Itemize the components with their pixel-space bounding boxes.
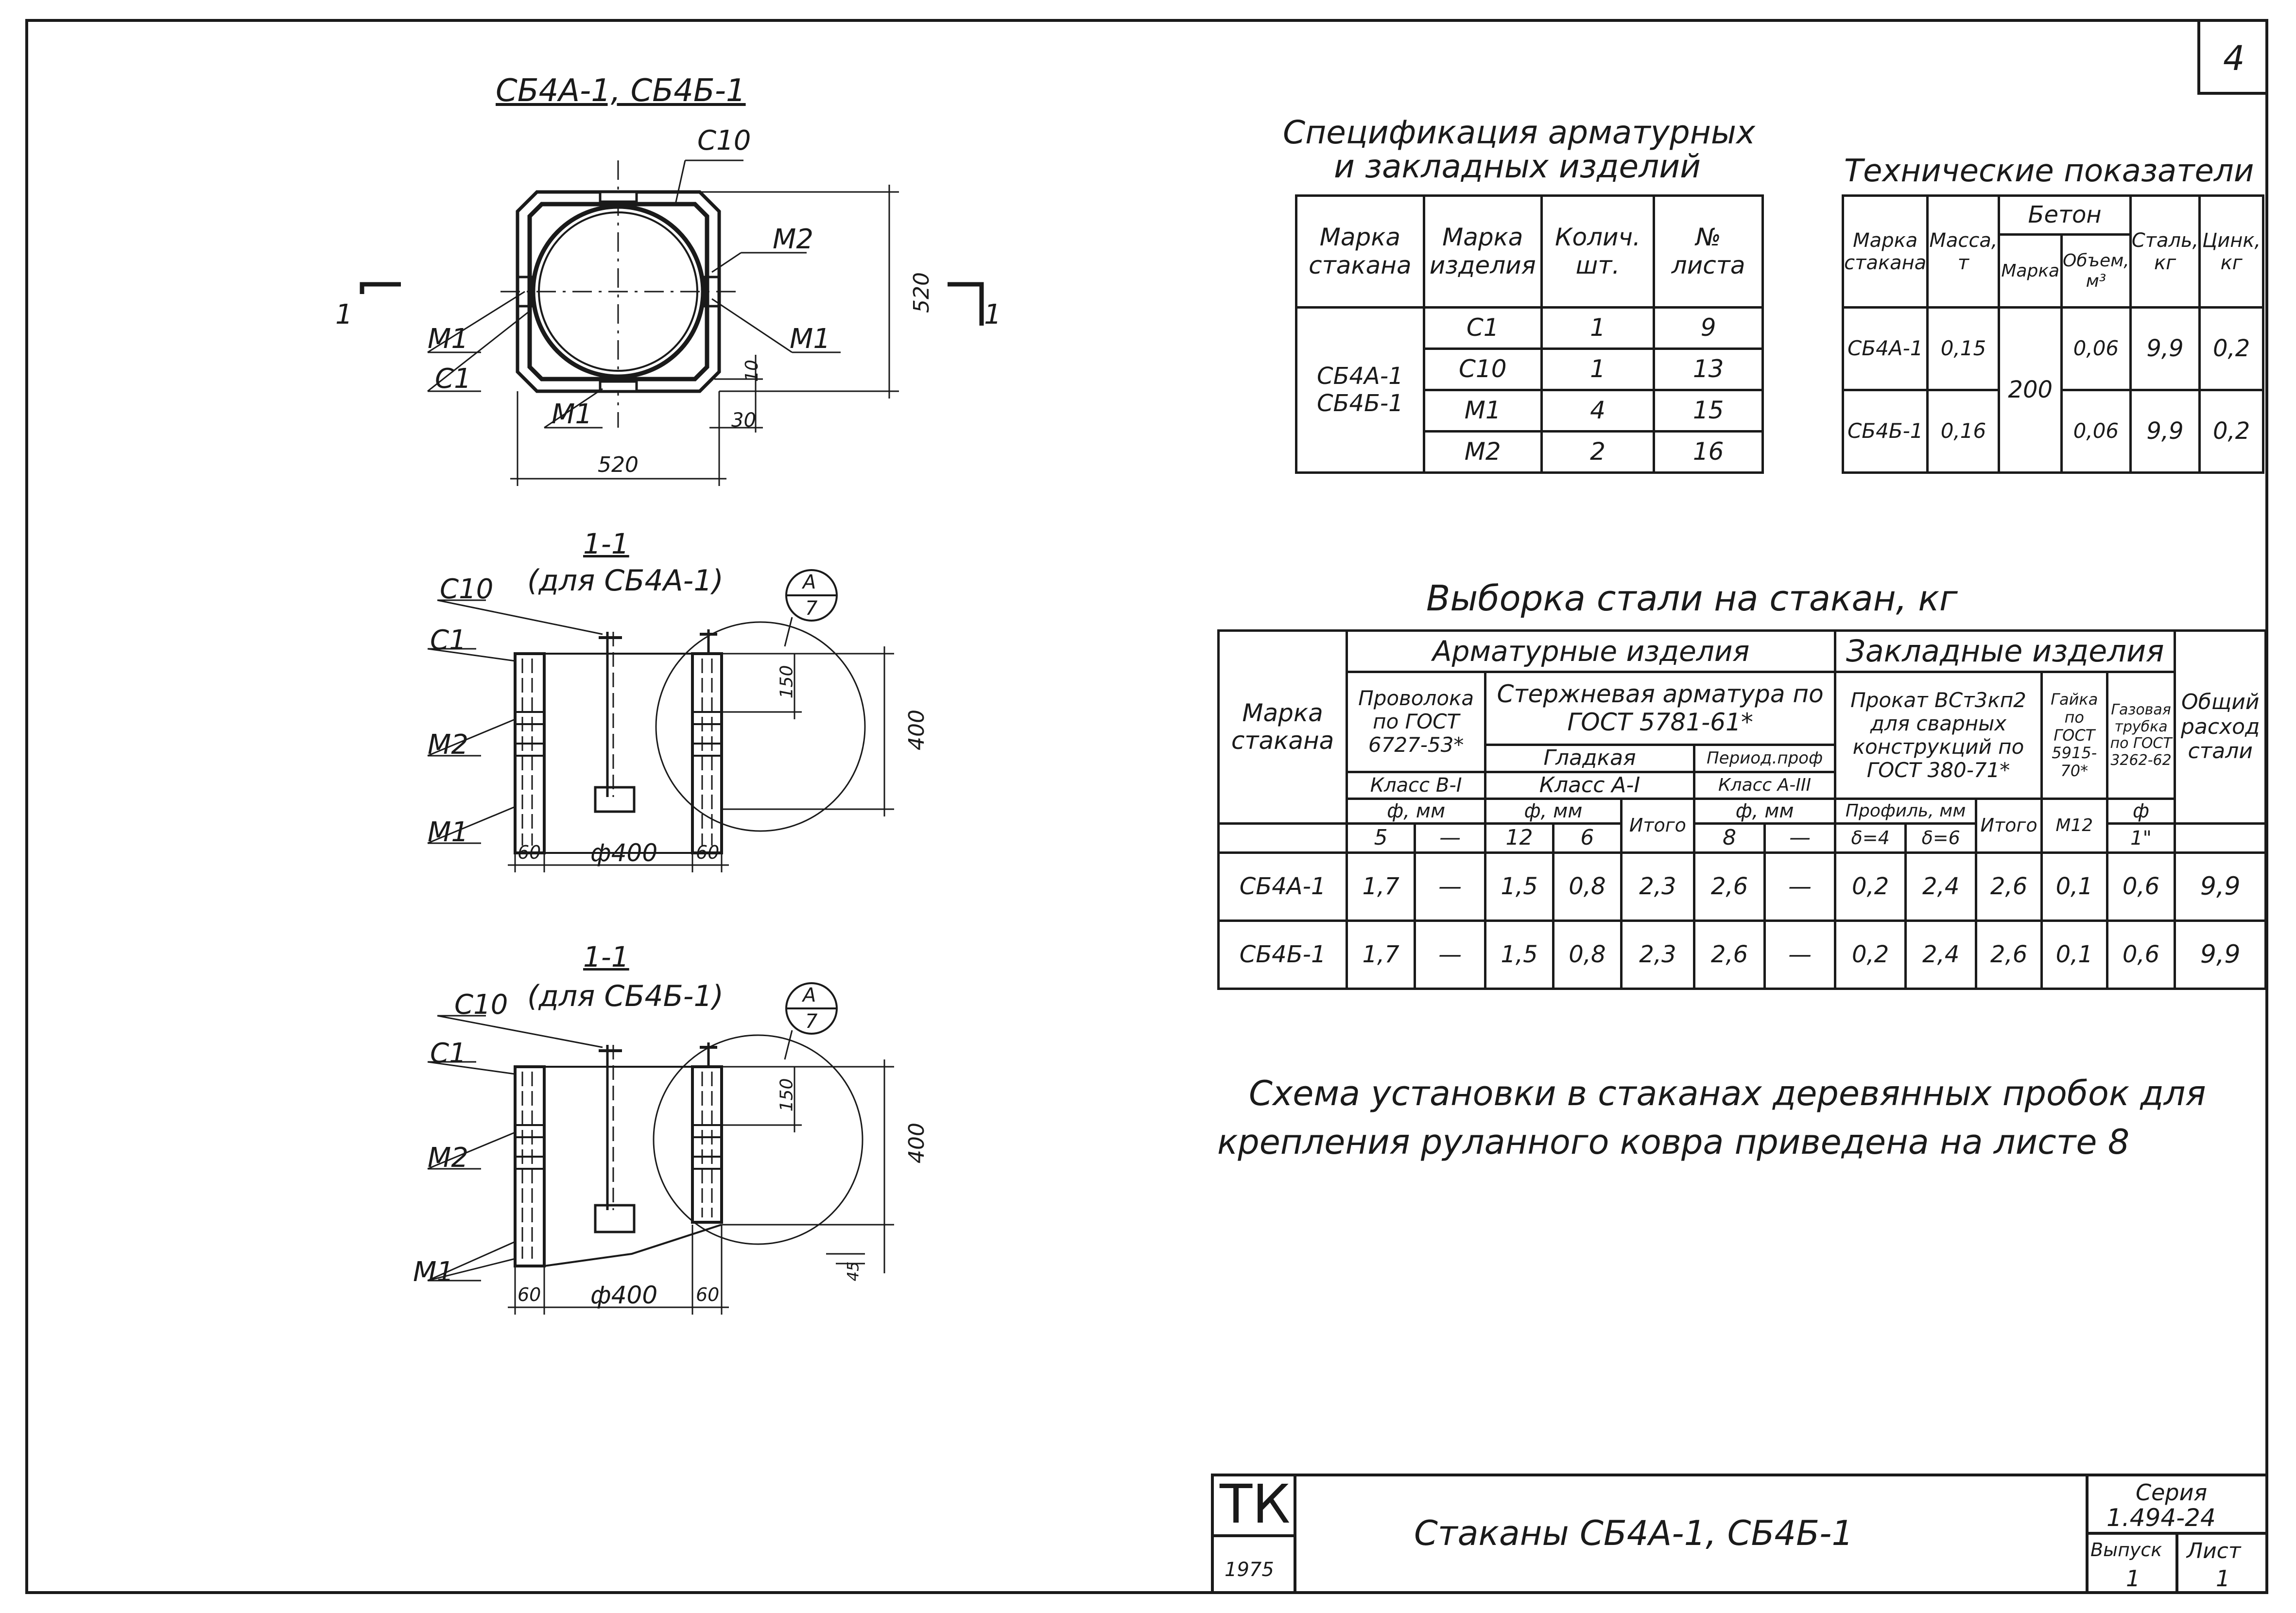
spec-cell: 13: [1654, 349, 1763, 390]
steel-sub: δ=6: [1906, 824, 1976, 853]
steel-cell: 2,6: [1694, 921, 1765, 989]
title-block-sheet-value: 1: [2216, 1565, 2230, 1592]
steel-sub: —: [1765, 824, 1835, 853]
section-a-dim-60-left: 60: [518, 842, 541, 863]
tech-header-mark: Марка стакана: [1843, 196, 1928, 308]
steel-cell: 0,1: [2041, 853, 2107, 921]
steel-cell: 0,8: [1553, 853, 1621, 921]
section-b-dim-400: 400: [904, 1123, 929, 1163]
section-b-label-m2: М2: [428, 1142, 468, 1174]
steel-sub-nut: М12: [2041, 799, 2107, 853]
steel-cell: —: [1765, 921, 1835, 989]
steel-cell: 2,6: [1976, 921, 2042, 989]
section-a-label-m2: М2: [428, 729, 468, 761]
spec-cell: 1: [1541, 308, 1654, 349]
section-b-callout-top: А: [803, 984, 816, 1006]
steel-cell: 0,6: [2107, 921, 2175, 989]
title-block-issue-value: 1: [2126, 1565, 2141, 1592]
tech-cell: СБ4Б-1: [1843, 390, 1928, 473]
plan-label-m1-right: М1: [790, 323, 830, 355]
spec-header-sheet: № листа: [1654, 196, 1763, 308]
section-a-dim-400: 400: [904, 710, 929, 750]
steel-table-title: Выборка стали на стакан, кг: [1426, 578, 1958, 619]
title-block-series-value: 1.494-24: [2106, 1504, 2216, 1532]
note-line1: Схема установки в стаканах деревянных пробок для: [1249, 1074, 2206, 1113]
steel-header-smooth-class: Класс А-I: [1485, 772, 1694, 799]
spec-cell: 9: [1654, 308, 1763, 349]
section-a-label-m1: М1: [428, 816, 468, 848]
tech-cell: 9,9: [2130, 390, 2200, 473]
steel-cell: 0,1: [2041, 921, 2107, 989]
steel-header-periodic-dia: ф, мм: [1694, 799, 1835, 824]
steel-cell: 1,5: [1485, 921, 1554, 989]
spec-cell: 4: [1541, 390, 1654, 432]
steel-header-pipe: Газовая трубка по ГОСТ 3262-62: [2107, 672, 2175, 799]
plan-dim-width: 520: [598, 452, 639, 477]
steel-cell: СБ4А-1: [1219, 853, 1347, 921]
steel-header-smooth-total: Итого: [1621, 799, 1694, 853]
steel-header-smooth-dia: ф, мм: [1485, 799, 1622, 824]
steel-cell: 0,8: [1553, 921, 1621, 989]
steel-header-wire-class: Класс В-I: [1347, 772, 1485, 799]
plan-title: СБ4А-1, СБ4Б-1: [496, 73, 746, 109]
steel-cell: 0,2: [1835, 921, 1906, 989]
tech-header-mass: Масса, т: [1928, 196, 1999, 308]
spec-table-title-line1: Спецификация арматурных: [1283, 114, 1756, 151]
title-block-sheet-label: Лист: [2187, 1539, 2241, 1563]
title-block-year: 1975: [1225, 1559, 1274, 1581]
spec-header-qty: Колич. шт.: [1541, 196, 1654, 308]
steel-header-rolled: Прокат ВСт3кп2 для сварных конструкций по ГОСТ 380-71*: [1835, 672, 2042, 799]
spec-header-item: Марка изделия: [1424, 196, 1541, 308]
title-block-series-label: Серия: [2136, 1479, 2208, 1506]
steel-header-wire-dia: ф, мм: [1347, 799, 1485, 824]
steel-header-rolled-total: Итого: [1976, 799, 2042, 853]
steel-cell: 2,6: [1976, 853, 2042, 921]
spec-table-title-line2: и закладных изделий: [1334, 148, 1701, 185]
steel-cell: —: [1765, 853, 1835, 921]
steel-sub: 6: [1553, 824, 1621, 853]
spec-cell: М1: [1424, 390, 1541, 432]
steel-header-rod: Стержневая арматура по ГОСТ 5781-61*: [1485, 672, 1835, 745]
title-block-issue-label: Выпуск: [2090, 1539, 2162, 1561]
tech-cell: 0,2: [2200, 308, 2263, 390]
section-b-dim-45: 45: [844, 1261, 863, 1282]
tech-header-concrete-mark: Марка: [1999, 235, 2062, 308]
steel-cell: СБ4Б-1: [1219, 921, 1347, 989]
steel-cell: 0,2: [1835, 853, 1906, 921]
spec-cell: С10: [1424, 349, 1541, 390]
section-a-dim-dia: ф400: [590, 839, 658, 867]
plan-label-m1-left: М1: [428, 323, 468, 355]
section-b-subtitle: (для СБ4Б-1): [527, 979, 724, 1013]
tech-cell: 0,2: [2200, 390, 2263, 473]
steel-cell: 2,3: [1621, 853, 1694, 921]
section-b-dim-dia: ф400: [590, 1281, 658, 1309]
steel-cell: 2,3: [1621, 921, 1694, 989]
section-a-dim-150: 150: [777, 665, 797, 699]
section-b-title: 1-1: [583, 940, 629, 973]
steel-header-mark: Марка стакана: [1219, 631, 1347, 824]
tech-cell: 0,16: [1928, 390, 1999, 473]
steel-header-total: Общий расход стали: [2175, 631, 2266, 824]
section-mark-right: 1: [984, 299, 1001, 330]
plan-label-c1: С1: [435, 363, 471, 395]
steel-header-periodic-class: Класс А-III: [1694, 772, 1835, 799]
steel-cell: 2,6: [1694, 853, 1765, 921]
steel-cell: 1,7: [1347, 921, 1415, 989]
steel-cell: 0,6: [2107, 853, 2175, 921]
steel-header-periodic: Период.проф: [1694, 745, 1835, 772]
section-b-callout-bottom: 7: [805, 1010, 818, 1033]
note-line2: крепления руланного ковра приведена на листе 8: [1217, 1122, 2130, 1162]
title-block-logo: ТК: [1220, 1473, 1291, 1535]
section-b-label-c1: С1: [430, 1038, 466, 1069]
steel-header-rebar-group: Арматурные изделия: [1347, 631, 1835, 672]
spec-cell: 1: [1541, 349, 1654, 390]
section-b-label-c10: С10: [454, 989, 508, 1021]
spec-cell: 15: [1654, 390, 1763, 432]
tech-header-concrete-vol: Объем, м³: [2062, 235, 2131, 308]
spec-group-label: СБ4А-1 СБ4Б-1: [1296, 308, 1424, 473]
steel-cell: 2,4: [1906, 921, 1976, 989]
steel-header-pipe-dia: ф: [2107, 799, 2175, 824]
title-block-name: Стаканы СБ4А-1, СБ4Б-1: [1414, 1513, 1853, 1553]
spec-cell: С1: [1424, 308, 1541, 349]
plan-dim-30: 30: [731, 409, 756, 432]
plan-label-m1-bottom: М1: [552, 399, 592, 430]
tech-header-concrete: Бетон: [1999, 196, 2130, 235]
tech-cell: 0,06: [2062, 308, 2131, 390]
steel-cell: —: [1415, 921, 1485, 989]
steel-sub: 8: [1694, 824, 1765, 853]
tech-header-steel: Сталь, кг: [2130, 196, 2200, 308]
section-a-callout-bottom: 7: [805, 597, 818, 620]
plan-dim-10: 10: [742, 360, 762, 382]
steel-sub: 1": [2107, 824, 2175, 853]
plan-label-m2: М2: [773, 224, 813, 255]
tech-cell: 0,15: [1928, 308, 1999, 390]
section-a-subtitle: (для СБ4А-1): [527, 564, 724, 598]
section-a-dim-60-right: 60: [696, 842, 720, 863]
tech-table-title: Технические показатели: [1844, 153, 2254, 189]
tech-cell: СБ4А-1: [1843, 308, 1928, 390]
spec-cell: 16: [1654, 432, 1763, 473]
section-a-label-c10: С10: [440, 573, 494, 605]
section-a-callout-top: А: [803, 571, 816, 593]
steel-header-nut: Гайка по ГОСТ 5915-70*: [2041, 672, 2107, 799]
spec-cell: 2: [1541, 432, 1654, 473]
tech-cell: 0,06: [2062, 390, 2131, 473]
steel-sub: —: [1415, 824, 1485, 853]
steel-cell: 2,4: [1906, 853, 1976, 921]
steel-cell: 1,5: [1485, 853, 1554, 921]
plan-dim-height: 520: [909, 272, 934, 313]
section-b-dim-60-right: 60: [696, 1284, 720, 1305]
tech-concrete-mark-value: 200: [1999, 308, 2062, 473]
section-b-dim-60-left: 60: [518, 1284, 541, 1305]
steel-cell: —: [1415, 853, 1485, 921]
steel-cell: 9,9: [2175, 853, 2266, 921]
tech-header-zinc: Цинк, кг: [2200, 196, 2263, 308]
plan-label-c10: С10: [697, 125, 751, 156]
steel-sub: 5: [1347, 824, 1415, 853]
steel-header-rolled-profile: Профиль, мм: [1835, 799, 1976, 824]
steel-header-embed-group: Закладные изделия: [1835, 631, 2175, 672]
steel-header-smooth: Гладкая: [1485, 745, 1694, 772]
section-b-dim-150: 150: [777, 1078, 797, 1112]
section-a-title: 1-1: [583, 527, 629, 560]
steel-sub: 12: [1485, 824, 1554, 853]
section-a-label-c1: С1: [430, 624, 466, 656]
steel-sub: δ=4: [1835, 824, 1906, 853]
spec-header-mark: Марка стакана: [1296, 196, 1424, 308]
section-mark-left: 1: [335, 299, 353, 330]
steel-header-wire: Проволока по ГОСТ 6727-53*: [1347, 672, 1485, 772]
section-b-label-m1: М1: [413, 1256, 454, 1288]
steel-cell: 1,7: [1347, 853, 1415, 921]
tech-cell: 9,9: [2130, 308, 2200, 390]
spec-cell: М2: [1424, 432, 1541, 473]
steel-cell: 9,9: [2175, 921, 2266, 989]
sheet-number: 4: [2223, 38, 2245, 78]
